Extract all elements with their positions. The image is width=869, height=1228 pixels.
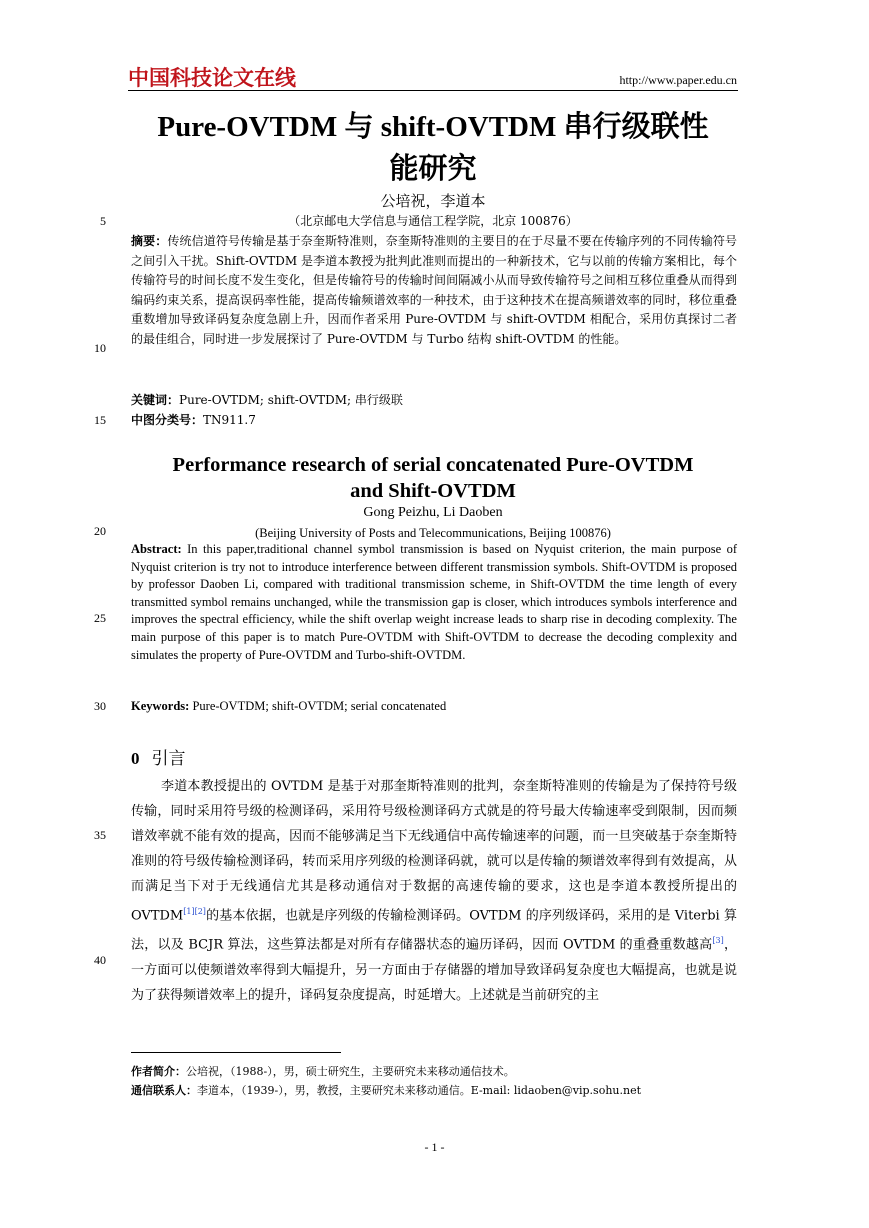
footnote-contact — [131, 1083, 641, 1099]
line-number: 35 — [94, 828, 106, 842]
citation-link[interactable]: [3] — [712, 936, 724, 946]
abstract-en-text: In this paper,traditional channel symbol transmission is based on Nyquist criterion, the main purpose of Nyquist criterion is try not to introduce interference between different transmission symbols. Shift-OVTDM is proposed by professor Daoben Li, compared with traditional transmission scheme, in Shift-OVTDM the time length of every transmitted symbol remains unchanged, while the transmission gap is closer, which introduces symbols interference and improves the spectral efficiency, while the shift overlap weight increase leads to sharp rise in decoding complexity. The main purpose of this paper is to match Pure-OVTDM with Shift-OVTDM to decrease the decoding complexity and simulates the property of Pure-OVTDM and Turbo-shift-OVTDM. — [131, 542, 738, 662]
footnote-author-label: 作者简介： — [131, 1065, 186, 1078]
title-line-1: Pure-OVTDM 与 shift-OVTDM 串行级联性 — [157, 111, 709, 143]
abstract-cn-label: 摘要： — [131, 234, 168, 248]
abstract-en-label: Abstract: — [131, 542, 182, 556]
keywords-en-label: Keywords: — [131, 699, 190, 713]
abstract-en — [131, 541, 737, 664]
footnote-divider — [131, 1052, 341, 1053]
footnote-contact-text: 李道本，（1939-），男，教授，主要研究未来移动通信。E-mail: lidaoben@vip.sohu.net — [197, 1084, 641, 1097]
line-number: 30 — [94, 699, 106, 713]
classification-cn-text: TN911.7 — [203, 413, 256, 427]
line-number: 25 — [94, 611, 106, 625]
intro-paragraph — [131, 774, 737, 1008]
site-logo: 中国科技论文在线 — [128, 66, 296, 90]
footnote-author — [131, 1064, 515, 1080]
classification-cn — [131, 411, 737, 431]
intro-text-1: 李道本教授提出的 OVTDM 是基于对那奎斯特准则的批判，奈奎斯特准则的传输是为了保持符号级传输，同时采用符号级的检测译码，采用符号级检测译码方式就是的符号最大传输速率受到限制，因而频谱效率就不能有效的提高，因而不能够满足当下无线通信中高传输速率的问题，而一旦突破基于奈奎斯特准则的符号级传输检测译码，转而采用序列级的检测译码就，就可以是传输的频谱效率得到有效提高，从而满足当下对于无线通信尤其是移动通信对于数据的高速传输的要求，这也是李道本教授所提出的 OVTDM — [131, 779, 737, 924]
line-number: 20 — [94, 524, 106, 538]
keywords-cn-text: Pure-OVTDM; shift-OVTDM; 串行级联 — [179, 393, 403, 407]
authors-en: Gong Peizhu, Li Daoben — [363, 505, 503, 520]
line-number: 15 — [94, 413, 106, 427]
intro-text-2: 的基本依据，也就是序列级的传输检测译码。OVTDM 的序列级译码，采用的是 Viterbi 算法，以及 BCJR 算法，这些算法都是对所有存储器状态的遍历译码，因而 OVTDM 的重叠重数越高 — [131, 908, 737, 953]
keywords-cn-label: 关键词： — [131, 393, 180, 407]
page-number: - 1 - — [424, 1140, 445, 1154]
section-heading — [131, 744, 186, 769]
citation-link[interactable]: [1][2] — [183, 907, 206, 916]
line-number: 10 — [94, 341, 106, 355]
paper-title-en — [128, 452, 738, 504]
line-number: 40 — [94, 953, 106, 967]
abstract-cn-text: 传统信道符号传输是基于奈奎斯特准则，奈奎斯特准则的主要目的在于尽量不要在传输序列的不同传输符号之间引入干扰。Shift-OVTDM 是李道本教授为批判此准则而提出的一种新技术，它与以前的传输方案相比，每个传输符号的时间长度不发生变化，但是传输符号的传输时间间隔减小从而导致传输符号之间相互移位重叠从而得到编码约束关系，提高误码率性能，提高传输频谱效率的一种技术，由于这种技术在提高频谱效率的同时，移位重叠重数增加导致译码复杂度急剧上升，因而作者采用 Pure-OVTDM 与 shift-OVTDM 相配合，采用仿真探讨二者的最佳组合，同时进一步发展探讨了 Pure-OVTDM 与 Turbo 结构 shift-OVTDM 的性能。 — [131, 234, 737, 346]
keywords-en-text: Pure-OVTDM; shift-OVTDM; serial concatenated — [192, 699, 447, 713]
header-divider — [128, 90, 738, 91]
keywords-cn — [131, 391, 737, 411]
affiliation-en: (Beijing University of Posts and Telecommunications, Beijing 100876) — [255, 526, 611, 540]
title-en-line-1: Performance research of serial concatenated Pure-OVTDM — [172, 454, 694, 476]
title-en-line-2: and Shift-OVTDM — [350, 480, 516, 502]
classification-cn-label: 中图分类号： — [131, 413, 204, 427]
affiliation-cn: （北京邮电大学信息与通信工程学院，北京 100876） — [288, 214, 578, 228]
paper-title-cn — [128, 106, 738, 190]
section-number: 0 — [131, 749, 140, 768]
footnote-contact-label: 通信联系人： — [131, 1084, 197, 1097]
footnote-author-text: 公培祝，（1988-），男，硕士研究生，主要研究未来移动通信技术。 — [186, 1065, 515, 1078]
keywords-en — [131, 698, 737, 716]
title-line-2: 能研究 — [389, 153, 477, 185]
abstract-cn — [131, 232, 737, 349]
section-title: 引言 — [151, 749, 186, 769]
site-url[interactable]: http://www.paper.edu.cn — [619, 73, 737, 87]
authors-cn: 公培祝，李道本 — [380, 192, 486, 210]
line-number: 5 — [100, 214, 106, 228]
intro-text-3: ，一方面可以使频谱效率得到大幅提升，另一方面由于存储器的增加导致译码复杂度也大幅提高，也就是说为了获得频谱效率上的提升，译码复杂度提高，时延增大。上述就是当前研究的主 — [131, 937, 737, 1003]
